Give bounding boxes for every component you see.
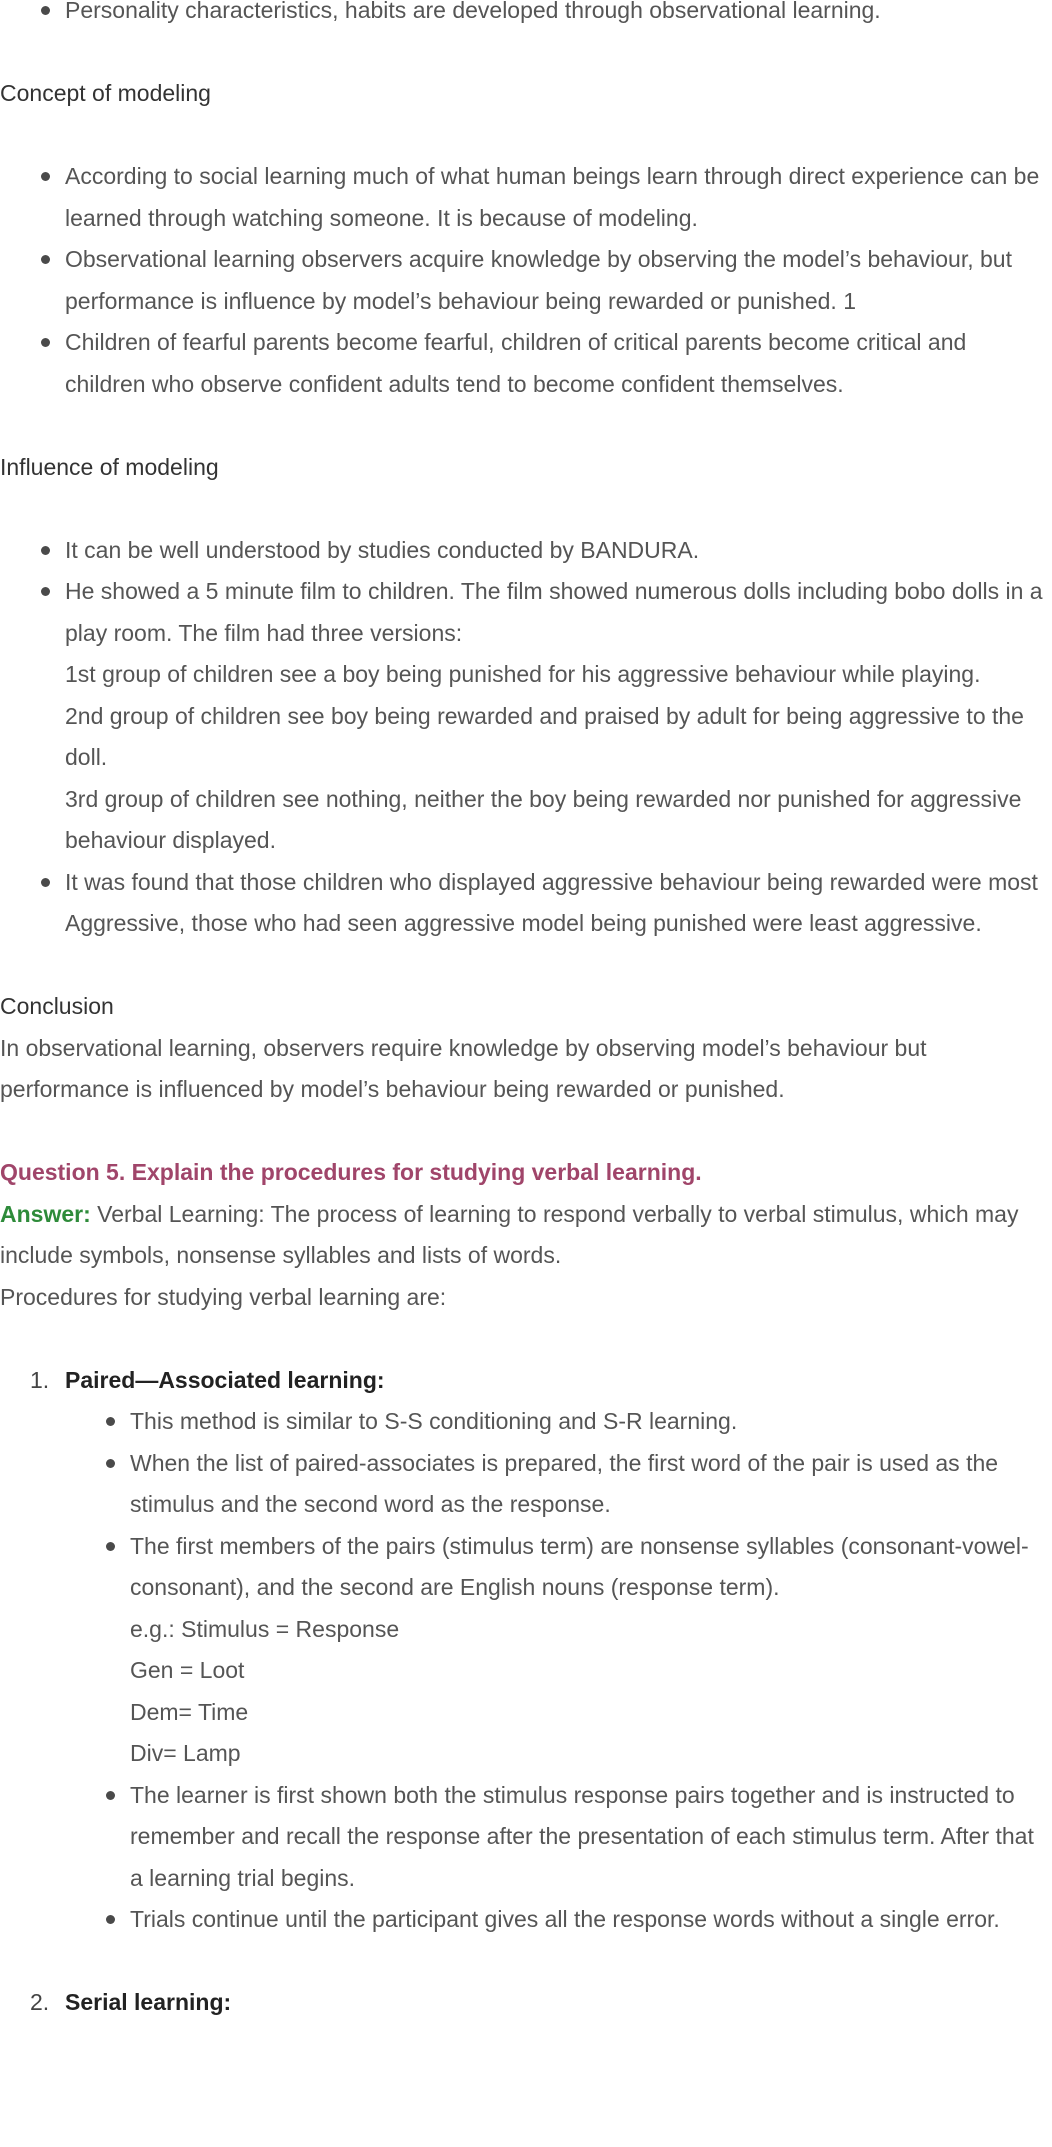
example-pair: Div= Lamp (130, 1740, 241, 1766)
concept-bullet-list (0, 156, 1052, 405)
list-item: According to social learning much of what human beings learn through direct experience can be learned through watching someone. It is because of modeling. (65, 156, 1052, 239)
list-item (130, 1526, 1052, 1775)
answer-label: Answer: (0, 1200, 91, 1227)
example-pair: Dem= Time (130, 1698, 249, 1725)
list-item: It can be well understood by studies conducted by BANDURA. (65, 530, 1052, 572)
film-version-1: 1st group of children see a boy being punished for his aggressive behaviour while playing. (65, 661, 981, 687)
list-item: It was found that those children who displayed aggressive behaviour being rewarded were most Aggressive, those who had seen aggressive model being punished were least aggressive. (65, 862, 1052, 945)
list-item: Trials continue until the participant gives all the response words without a single error. (130, 1899, 1052, 1941)
pairs-description: The first members of the pairs (stimulus term) are nonsense syllables (consonant-vowel-consonant), and the second are English nouns (response term). (130, 1532, 1029, 1600)
top-bullet-list (0, 0, 1052, 32)
list-item: When the list of paired-associates is prepared, the first word of the pair is used as the stimulus and the second word as the response. (130, 1443, 1052, 1526)
list-item: Children of fearful parents become fearful, children of critical parents become critical and children who observe confident adults tend to become confident themselves. (65, 322, 1052, 405)
procedure-title: Serial learning: (65, 1989, 232, 2015)
film-description: He showed a 5 minute film to children. The film showed numerous dolls including bobo dolls in a play room. The film had three versions: (65, 578, 1043, 646)
procedures-intro: Procedures for studying verbal learning are: (0, 1283, 447, 1310)
question-title: Question 5. Explain the procedures for studying verbal learning. (0, 1159, 702, 1185)
procedure-title: Paired—Associated learning: (65, 1366, 385, 1393)
list-item: The learner is first shown both the stimulus response pairs together and is instructed to remember and recall the response after the presentation of each stimulus term. After that a learning trial begins. (130, 1775, 1052, 1900)
example-pair: Gen = Loot (130, 1657, 245, 1683)
procedure-number: 2. (30, 1989, 50, 2015)
section-heading-conclusion: Conclusion (0, 993, 114, 1019)
list-item: Observational learning observers acquire knowledge by observing the model’s behaviour, but performance is influence by model’s behaviour being rewarded or punished. 1 (65, 239, 1052, 322)
example-header: e.g.: Stimulus = Response (130, 1615, 400, 1642)
procedure-number: 1. (30, 1366, 50, 1393)
procedure-item (0, 1982, 1052, 2024)
answer-paragraph (0, 1194, 1052, 1277)
procedure-bullet-list (65, 1401, 1052, 1941)
section-heading-influence: Influence of modeling (0, 453, 219, 480)
list-item: Personality characteristics, habits are developed through observational learning. (65, 0, 1052, 32)
section-heading-concept: Concept of modeling (0, 80, 211, 106)
film-version-2: 2nd group of children see boy being rewarded and praised by adult for being aggressive to the doll. (65, 702, 1024, 770)
influence-bullet-list (0, 530, 1052, 945)
procedure-item (0, 1360, 1052, 1941)
conclusion-text: In observational learning, observers require knowledge by observing model’s behaviour but performance is influenced by model’s behaviour being rewarded or punished. (0, 1034, 927, 1102)
procedures-list (0, 1360, 1052, 2024)
film-version-3: 3rd group of children see nothing, neither the boy being rewarded nor punished for aggressive behaviour displayed. (65, 785, 1022, 853)
list-item (65, 571, 1052, 862)
answer-text: Verbal Learning: The process of learning to respond verbally to verbal stimulus, which may include symbols, nonsense syllables and lists of words. (0, 1200, 1019, 1268)
list-item: This method is similar to S-S conditioning and S-R learning. (130, 1401, 1052, 1443)
